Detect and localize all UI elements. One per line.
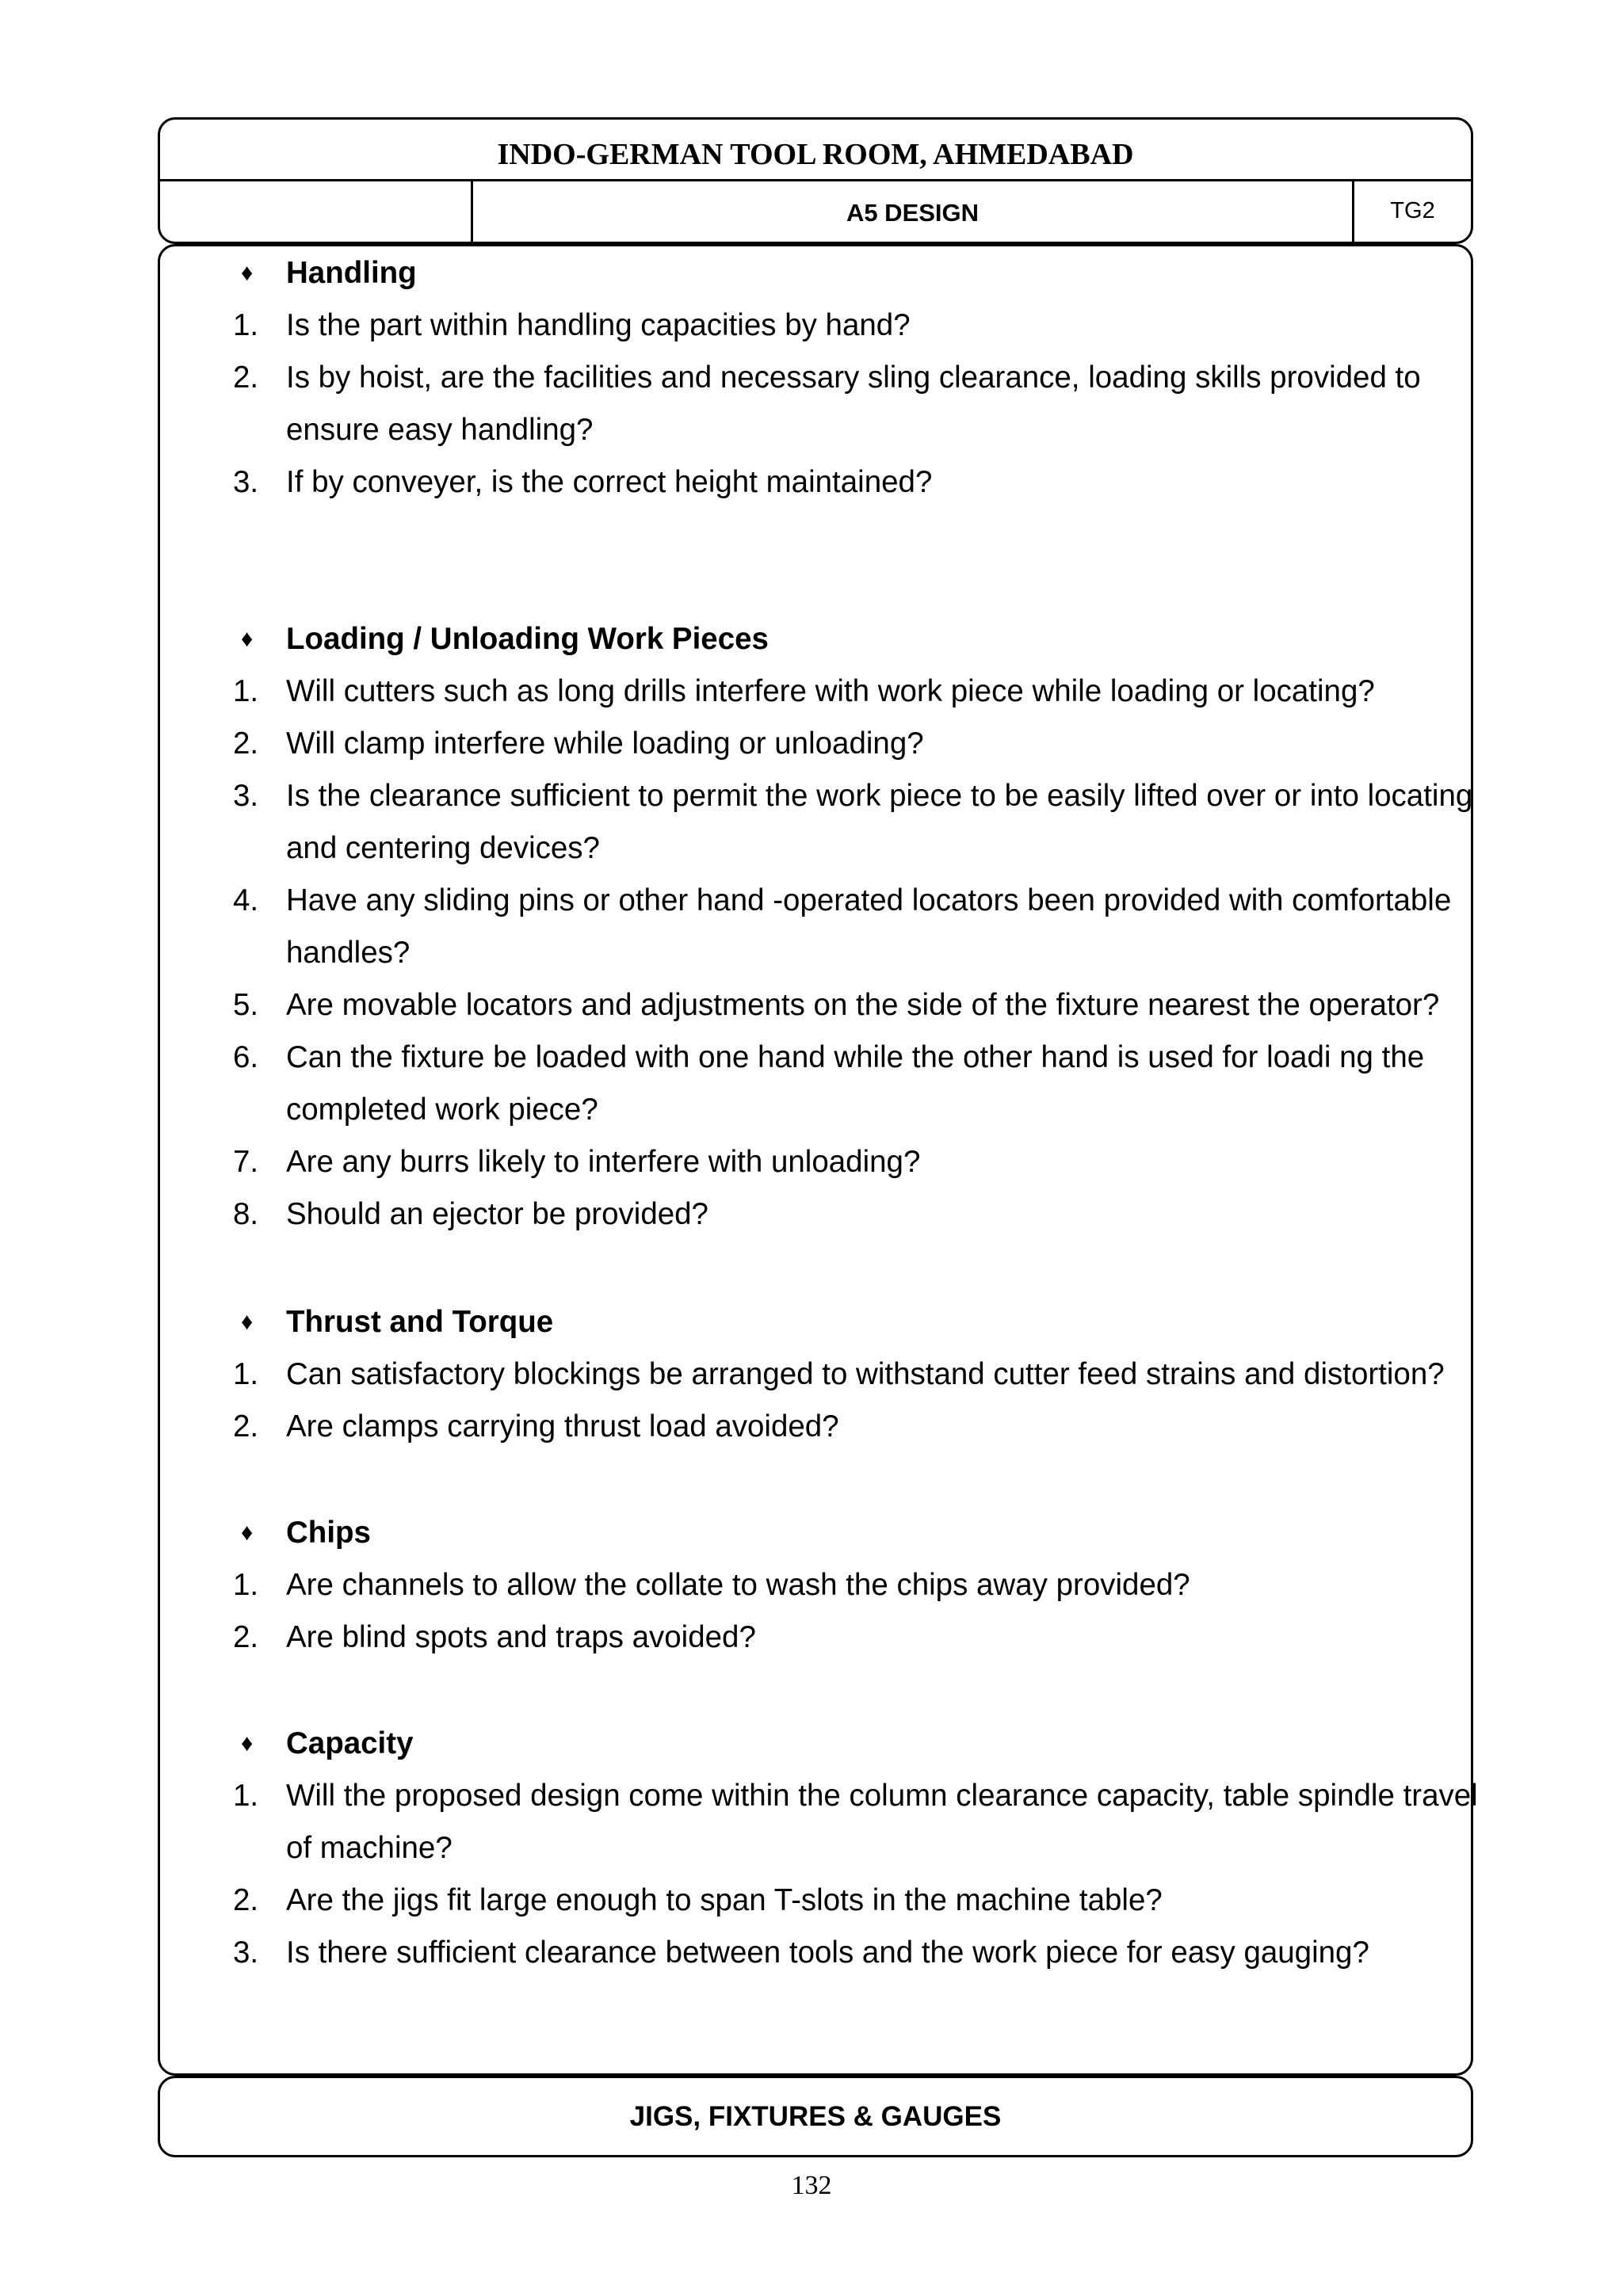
item-number: 2.: [233, 1883, 259, 1917]
checklist-item-text: Can satisfactory blockings be arranged to withstand cutter feed strains and distortion?: [286, 1357, 1445, 1391]
item-number: 1.: [233, 1568, 259, 1602]
checklist-item-text: Have any sliding pins or other hand -operated locators been provided with comfortable: [286, 883, 1452, 917]
checklist-item-text: Is the clearance sufficient to permit the work piece to be easily lifted over or into locating: [286, 779, 1473, 813]
checklist-item-text: of machine?: [286, 1831, 453, 1865]
document-header: [158, 117, 1473, 244]
document-footer: [158, 2076, 1473, 2157]
item-number: 1.: [233, 308, 259, 342]
page-number: 132: [791, 2171, 832, 2200]
diamond-bullet-icon: ♦: [241, 1520, 254, 1546]
checklist-item-text: handles?: [286, 936, 411, 970]
checklist-item-text: Should an ejector be provided?: [286, 1197, 708, 1231]
checklist-item-text: completed work piece?: [286, 1093, 598, 1127]
checklist-item-text: Will the proposed design come within the column clearance capacity, table spindle travel: [286, 1779, 1478, 1813]
course-code: TG2: [1390, 198, 1435, 223]
checklist-item-text: Are channels to allow the collate to wash the chips away provided?: [286, 1568, 1190, 1602]
checklist-item-text: Is the part within handling capacities by hand?: [286, 308, 911, 342]
course-title: A5 DESIGN: [846, 199, 980, 227]
item-number: 3.: [233, 779, 259, 813]
item-number: 1.: [233, 1357, 259, 1391]
item-number: 1.: [233, 1779, 259, 1813]
checklist-item-text: Is by hoist, are the facilities and necessary sling clearance, loading skills provided to: [286, 360, 1421, 395]
checklist-item-text: Is there sufficient clearance between tools and the work piece for easy gauging?: [286, 1936, 1369, 1970]
item-number: 5.: [233, 988, 259, 1022]
item-number: 6.: [233, 1040, 259, 1074]
checklist-item-text: and centering devices?: [286, 831, 600, 865]
diamond-bullet-icon: ♦: [241, 1730, 254, 1756]
item-number: 2.: [233, 1409, 259, 1444]
item-number: 4.: [233, 883, 259, 917]
item-number: 2.: [233, 360, 259, 395]
checklist-item-text: Will clamp interfere while loading or unloading?: [286, 727, 924, 761]
section-heading: Thrust and Torque: [286, 1305, 554, 1339]
checklist-item-text: Are any burrs likely to interfere with unloading?: [286, 1145, 921, 1179]
checklist-item-text: Are the jigs fit large enough to span T-slots in the machine table?: [286, 1883, 1163, 1917]
checklist-item-text: Will cutters such as long drills interfere with work piece while loading or locating?: [286, 674, 1375, 708]
section-heading: Handling: [286, 256, 417, 290]
diamond-bullet-icon: ♦: [241, 626, 254, 652]
section-heading: Loading / Unloading Work Pieces: [286, 622, 769, 656]
checklist-item-text: Can the fixture be loaded with one hand while the other hand is used for loadi ng the: [286, 1040, 1425, 1074]
checklist-item-text: Are blind spots and traps avoided?: [286, 1620, 756, 1654]
item-number: 3.: [233, 465, 259, 499]
header-divider: [160, 179, 1471, 181]
checklist-item-text: Are clamps carrying thrust load avoided?: [286, 1409, 839, 1444]
diamond-bullet-icon: ♦: [241, 260, 254, 286]
checklist-item-text: If by conveyer, is the correct height maintained?: [286, 465, 933, 499]
section-heading: Capacity: [286, 1726, 414, 1760]
item-number: 2.: [233, 727, 259, 761]
checklist-item-text: ensure easy handling?: [286, 413, 594, 447]
checklist-item-text: Are movable locators and adjustments on the side of the fixture nearest the operator?: [286, 988, 1440, 1022]
item-number: 7.: [233, 1145, 259, 1179]
item-number: 1.: [233, 674, 259, 708]
footer-title: JIGS, FIXTURES & GAUGES: [629, 2100, 1002, 2132]
item-number: 2.: [233, 1620, 259, 1654]
organization-title: INDO-GERMAN TOOL ROOM, AHMEDABAD: [497, 138, 1134, 171]
diamond-bullet-icon: ♦: [241, 1309, 254, 1335]
section-heading: Chips: [286, 1516, 371, 1550]
item-number: 3.: [233, 1936, 259, 1970]
item-number: 8.: [233, 1197, 259, 1231]
